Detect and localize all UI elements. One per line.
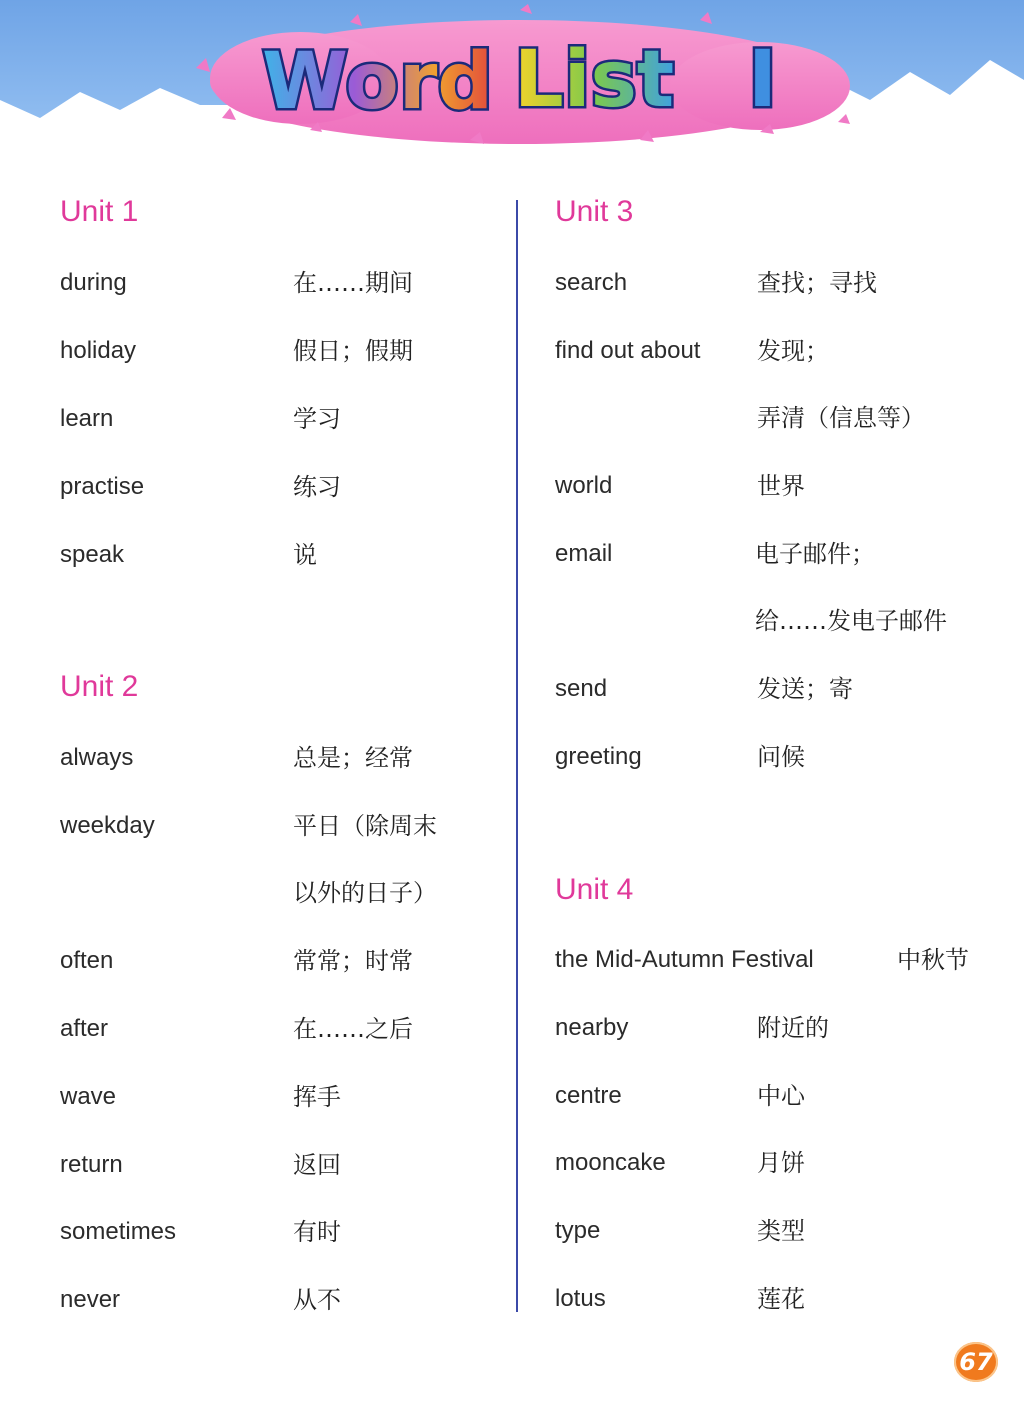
english-word: centre [555,1082,622,1109]
english-word: often [60,947,114,974]
chinese-meaning: 返回 [293,1151,341,1179]
word-entry [555,1143,995,1183]
english-word: nearby [555,1014,629,1041]
chinese-meaning: 假日；假期 [293,337,413,365]
chinese-meaning: 练习 [293,473,341,501]
chinese-meaning: 电子邮件； [755,540,875,568]
word-entry [60,1212,500,1252]
word-entry [555,331,995,371]
unit-4-heading: Unit 4 [555,873,634,906]
title-numeral: I [748,35,778,125]
chinese-meaning: 有时 [293,1218,341,1246]
english-word: search [555,269,628,296]
chinese-meaning: 附近的 [757,1014,829,1042]
english-word: holiday [60,337,137,364]
english-word: never [60,1286,121,1313]
english-word: greeting [555,743,642,770]
column-divider [516,200,518,1312]
title-banner [0,0,1024,160]
english-word: the Mid-Autumn Festival [555,946,814,973]
unit-1-heading: Unit 1 [60,195,139,228]
word-entry [60,1009,500,1049]
chinese-meaning: 说 [293,541,317,569]
chinese-meaning: 月饼 [757,1149,805,1177]
chinese-meaning: 世界 [757,472,805,500]
chinese-meaning: 查找；寻找 [757,269,877,297]
word-entry [60,873,500,913]
chinese-meaning: 中秋节 [897,946,969,974]
word-entry [60,535,500,575]
word-entry [60,1077,500,1117]
chinese-meaning: 发现； [757,337,829,365]
chinese-meaning: 在……之后 [293,1015,413,1043]
chinese-meaning: 总是；经常 [293,744,413,772]
english-word: sometimes [60,1218,177,1245]
english-word: email [555,540,613,567]
word-entry [555,263,995,303]
word-entry [60,399,500,439]
english-word: wave [60,1083,117,1110]
chinese-meaning: 莲花 [757,1285,805,1313]
word-entry [60,738,500,778]
chinese-meaning: 类型 [757,1217,805,1245]
word-entry [60,467,500,507]
word-entry [555,1076,995,1116]
word-entry [60,806,500,846]
chinese-meaning: 学习 [293,405,341,433]
english-word: find out about [555,337,701,364]
chinese-meaning: 弄清（信息等） [757,404,925,432]
english-word: practise [60,473,145,500]
chinese-meaning: 给……发电子邮件 [755,607,947,635]
chinese-meaning: 平日（除周末 [293,812,437,840]
word-entry [555,466,995,506]
chinese-meaning: 问候 [757,743,805,771]
unit-3-heading: Unit 3 [555,195,634,228]
word-entry [555,398,995,438]
english-word: weekday [60,812,155,839]
english-word: world [555,472,613,499]
word-entry [555,601,995,641]
english-word: send [555,675,608,702]
chinese-meaning: 在……期间 [293,269,413,297]
word-entry [60,1280,500,1320]
english-word: always [60,744,134,771]
word-entry [60,941,500,981]
word-entry [555,534,995,574]
unit-2-heading: Unit 2 [60,670,139,703]
word-entry [555,1008,995,1048]
english-word: speak [60,541,125,568]
chinese-meaning: 以外的日子） [293,879,437,907]
english-word: lotus [555,1285,606,1312]
chinese-meaning: 中心 [757,1082,805,1110]
word-entry [60,263,500,303]
word-entry [555,1279,995,1319]
english-word: mooncake [555,1149,666,1176]
word-entry [555,737,995,777]
chinese-meaning: 挥手 [293,1083,341,1111]
title-list: List [514,35,675,125]
chinese-meaning: 从不 [293,1286,341,1314]
english-word: after [60,1015,109,1042]
english-word: return [60,1151,123,1178]
english-word: during [60,269,127,296]
word-entry [555,940,995,980]
chinese-meaning: 常常；时常 [293,947,413,975]
english-word: learn [60,405,114,432]
word-entry [555,1211,995,1251]
title-word: Word [262,37,494,127]
page-number: 67 [954,1342,998,1382]
word-entry [555,669,995,709]
word-entry [60,1145,500,1185]
chinese-meaning: 发送；寄 [757,675,853,703]
english-word: type [555,1217,601,1244]
word-entry [60,331,500,371]
